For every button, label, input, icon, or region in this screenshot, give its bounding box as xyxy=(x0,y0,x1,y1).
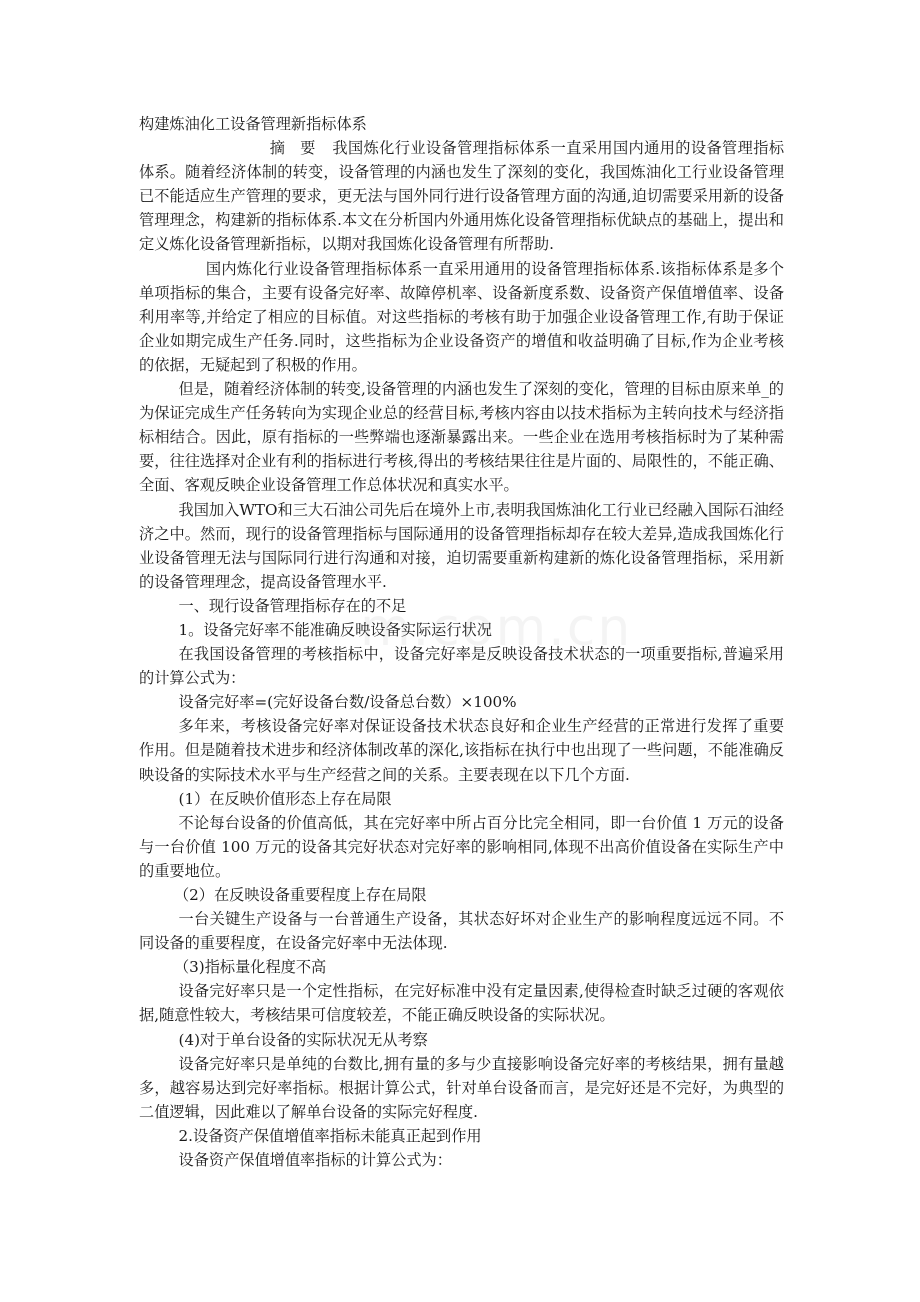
paragraph-10: 设备资产保值增值率指标的计算公式为： xyxy=(178,1151,452,1170)
formula-availability-rate: 设备完好率=(完好设备台数/设备总台数）×100% xyxy=(178,693,517,712)
paragraph-7: 一台关键生产设备与一台普通生产设备，其状态好坏对企业生产的影响程度远远不同。不同设备的重要程度，在设备完好率中无法体现. xyxy=(139,910,784,953)
subsection-heading-1-2: 2.设备资产保值增值率指标未能真正起到作用 xyxy=(178,1126,482,1145)
sub-point-3: （3)指标量化程度不高 xyxy=(173,958,327,977)
sub-point-4: (4)对于单台设备的实际状况无从考察 xyxy=(178,1030,428,1049)
paragraph-9: 设备完好率只是单纯的台数比,拥有量的多与少直接影响设备完好率的考核结果，拥有量越多，越容易达到完好率指标。根据计算公式，针对单台设备而言，是完好还是不完好，为典型的二值逻辑，因此难以了解单台设备的实际完好程度. xyxy=(139,1054,784,1121)
abstract-label: 摘 要 xyxy=(269,139,316,158)
paragraph-1: 国内炼化行业设备管理指标体系一直采用通用的设备管理指标体系.该指标体系是多个单项指标的集合，主要有设备完好率、故障停机率、设备新度系数、设备资产保值增值率、设备利用率等,并给定了相应的目标值。对这些指标的考核有助于加强企业设备管理工作,有助于保证企业如期完成生产任务.同时，这些指标为企业设备资产的增值和收益明确了目标,作为企业考核的依据，无疑起到了积极的作用。 xyxy=(139,259,784,374)
abstract-paragraph xyxy=(139,136,784,256)
section-heading-1: 一、现行设备管理指标存在的不足 xyxy=(178,596,407,615)
paragraph-6: 不论每台设备的价值高低，其在完好率中所占百分比完全相同，即一台价值 1 万元的设备与一台价值 100 万元的设备其完好状态对完好率的影响相同,体现不出高价值设备在实际生产中的重要地位。 xyxy=(139,813,784,880)
paragraph-3: 我国加入WTO和三大石油公司先后在境外上市,表明我国炼油化工行业已经融入国际石油经济之中。然而，现行的设备管理指标与国际通用的设备管理指标却存在较大差异,造成我国炼化行业设备管理无法与国际同行进行沟通和对接，迫切需要重新构建新的炼化设备管理指标，采用新的设备管理理念，提高设备管理水平. xyxy=(139,500,784,591)
subsection-heading-1-1: 1。设备完好率不能准确反映设备实际运行状况 xyxy=(178,620,492,639)
paragraph-8: 设备完好率只是一个定性指标，在完好标准中没有定量因素,使得检查时缺乏过硬的客观依据,随意性较大，考核结果可信度较差，不能正确反映设备的实际状况。 xyxy=(139,982,784,1025)
abstract-text: 我国炼化行业设备管理指标体系一直采用国内通用的设备管理指标体系。随着经济体制的转变，设备管理的内涵也发生了深刻的变化，我国炼油化工行业设备管理已不能适应生产管理的要求，更无法与国外同行进行设备管理方面的沟通,迫切需要采用新的设备管理理念，构建新的指标体系.本文在分析国内外通用炼化设备管理指标优缺点的基础上，提出和定义炼化设备管理新指标，以期对我国炼化设备管理有所帮助. xyxy=(139,139,784,254)
paragraph-4: 在我国设备管理的考核指标中，设备完好率是反映设备技术状态的一项重要指标,普遍采用的计算公式为： xyxy=(139,645,784,688)
paragraph-5: 多年来，考核设备完好率对保证设备技术状态良好和企业生产经营的正常进行发挥了重要作用。但是随着技术进步和经济体制改革的深化,该指标在执行中也出现了一些问题，不能准确反映设备的实际技术水平与生产经营之间的关系。主要表现在以下几个方面. xyxy=(139,717,784,784)
document-title: 构建炼油化工设备管理新指标体系 xyxy=(139,115,367,133)
document-body xyxy=(139,112,784,1172)
sub-point-2: （2）在反映设备重要程度上存在局限 xyxy=(173,886,427,904)
sub-point-1: (1）在反映价值形态上存在局限 xyxy=(178,789,392,808)
paragraph-2: 但是，随着经济体制的转变,设备管理的内涵也发生了深刻的变化，管理的目标由原来单_的为保证完成生产任务转向为实现企业总的经营目标,考核内容由以技术指标为主转向技术与经济指标相结合。因此，原有指标的一些弊端也逐渐暴露出来。一些企业在选用考核指标时为了某种需要，往往选择对企业有利的指标进行考核,得出的考核结果往往是片面的、局限性的，不能正确、全面、客观反映企业设备管理工作总体状况和真实水平。 xyxy=(139,380,784,495)
